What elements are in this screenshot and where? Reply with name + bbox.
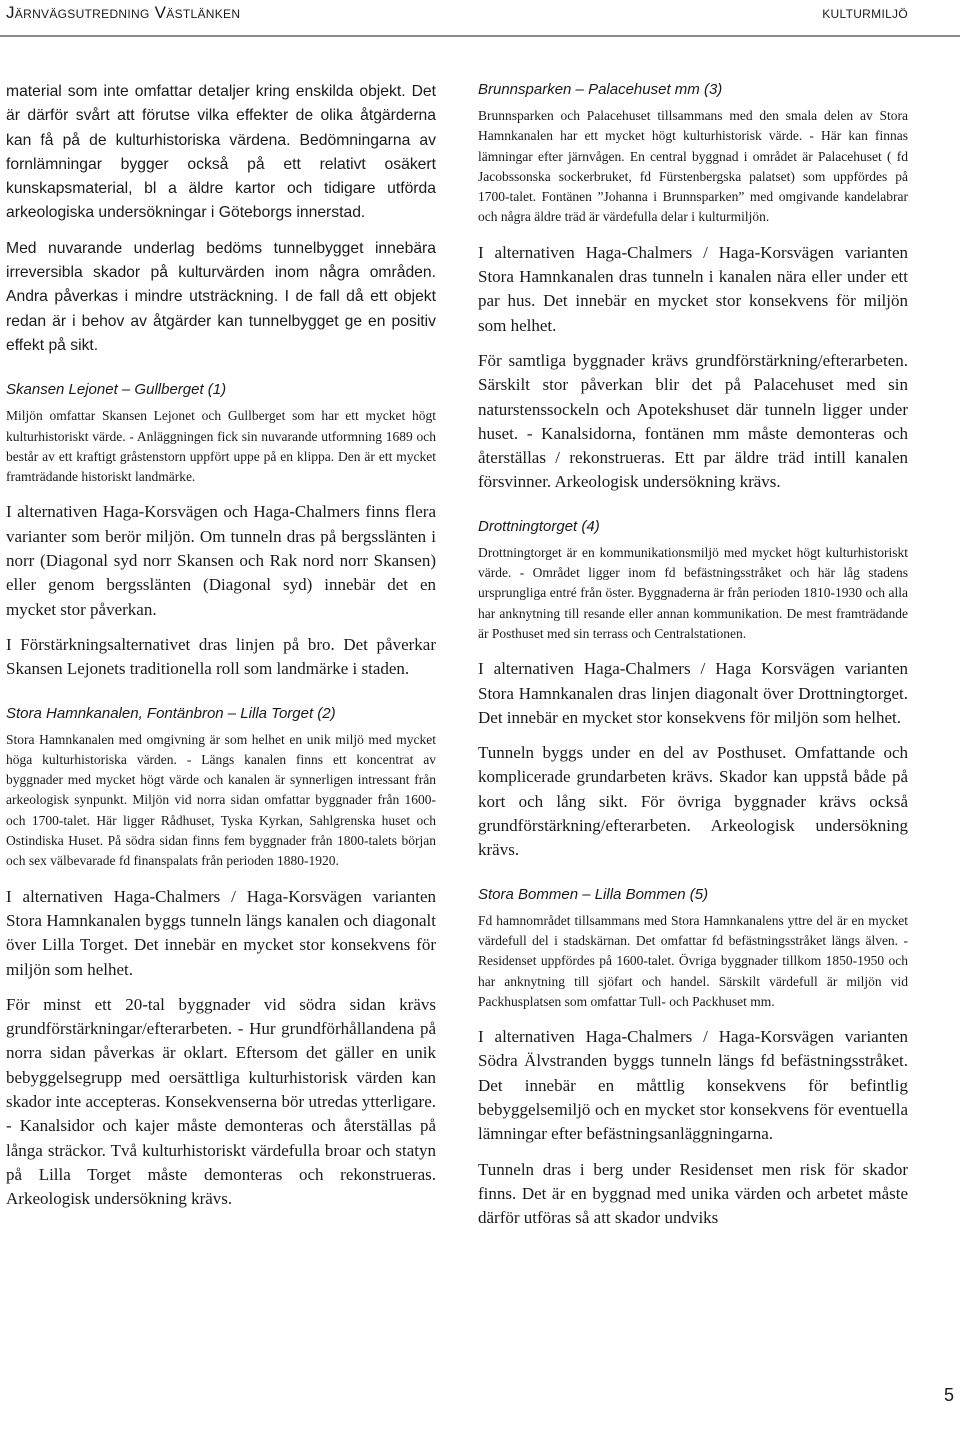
page-header (0, 0, 960, 40)
section-heading-skansen: Skansen Lejonet – Gullberget (1) (6, 381, 227, 399)
intro-paragraph: material som inte omfattar detaljer kring enskilda objekt. Det är därför svårt att förutse vilka effekter de olika åtgärderna kan få på de kulturhistoriska värdena. Bedömningarna av fornlämningar bygger också på ett relativt osäkert kunskapsmaterial, bl a äldre kartor och tidigare utförda arkeologiska undersökningar i Göteborgs innerstad. (6, 83, 436, 222)
stora-bommen-impact-paragraph: I alternativen Haga-Chalmers / Haga-Korsvägen varianten Södra Älvstranden byggs tunneln längs fd befästningsstråket. Det innebär en måttlig konsekvens för befintlig bebyggelsemiljö och en mycket stor konsekvens för eventuella lämningar efter befästningsanläggningarna. (478, 1027, 908, 1144)
skansen-impact-paragraph: I alternativen Haga-Korsvägen och Haga-Chalmers finns flera varianter som berör miljön. Om tunneln dras på bergsslänten i norr (Diagonal syd norr Skansen och Rak nord norr Skansen) eller genom bergsslänten (Diagonal syd) innebär det en mycket stor påverkan. (6, 502, 436, 619)
assessment-paragraph: Med nuvarande underlag bedöms tunnelbygget innebära irreversibla skador på kulturvärden inom några områden. Andra påverkas i mindre utsträckning. I de fall då ett objekt redan är i behov av åtgärder kan tunnelbygget ge en positiv effekt på sikt. (6, 239, 436, 354)
brunnsparken-impact-paragraph: I alternativen Haga-Chalmers / Haga-Korsvägen varianten Stora Hamnkanalen dras tunneln i kanalen nära eller under ett par hus. Det innebär en mycket stor konsekvens för miljön som helhet. (478, 242, 908, 335)
stora-bommen-residenset-paragraph: Tunneln dras i berg under Residenset men risk för skador finns. Det är en byggnad med unika värden och arbetet måste därför utföras så att skador undviks (478, 1159, 908, 1228)
page-number: 5 (943, 1385, 954, 1405)
drottningtorget-description: Drottningtorget är en kommunikationsmiljö med mycket högt kulturhistoriskt värde. - Området ligger inom fd befästningsstråket och här låg stadens ursprungliga entré från öster. Byggnaderna är från perioden 1810-1930 och alla har anknytning till resande eller annan kommunikation. De mest framträdande är Posthuset med sin terrass och Centralstationen. (478, 544, 908, 641)
left-column (6, 80, 436, 1222)
stora-hamnkanalen-description: Stora Hamnkanalen med omgivning är som helhet en unik miljö med mycket höga kulturhistoriska värden. - Längs kanalen finns ett koncentrat av byggnader med mycket högt värde och kanalen är synnerligen intressant från arkeologisk synpunkt. Miljön vid norra sidan omfattar byggnader från 1600- och 1700-talet. Här ligger Rådhuset, Tyska Kyrkan, Sahlgrenska huset och Ostindiska Huset. På södra sidan finns fem byggnader från 1800-talets början och sex välbevarade fd finanspalats från perioden 1880-1920. (6, 731, 436, 869)
right-column (478, 80, 908, 1241)
brunnsparken-description: Brunnsparken och Palacehuset tillsammans med den smala delen av Stora Hamnkanalen har ett mycket högt kulturhistorisk värde. - Här kan finnas lämningar efter järnvågen. En central byggnad i området är Palacehuset ( fd Jacobssonska sockerbruket, fd Fürstenbergska palatset) som uppfördes på 1700-talet. Fontänen ”Johanna i Brunnsparken” med omgivande kandelabrar och några äldre träd är värdefulla delar i kulturmiljön. (478, 108, 908, 225)
report-title: Järnvägsutredning Västlänken (6, 3, 241, 22)
section-heading-drottningtorget: Drottningtorget (4) (478, 517, 600, 535)
stora-bommen-description: Fd hamnområdet tillsammans med Stora Hamnkanalens yttre del är en mycket värdefull del i stadskärnan. Det omfattar fd befästningsstråket längs älven. - Residenset uppfördes på 1600-talet. Övriga byggnader tillkom 1850-1950 och har anknytning till sjöfart och handel. Särskilt värdefull är miljön vid Packhusplatsen som omfattar Tull- och Packhuset mm. (478, 912, 908, 1009)
section-heading-brunnsparken: Brunnsparken – Palacehuset mm (3) (478, 81, 723, 98)
stora-hamnkanalen-measures-paragraph: För minst ett 20-tal byggnader vid södra sidan krävs grundförstärkningar/efterarbeten. - Hur grundförhållandena på norra sidan påverkas är oklart. Eftersom det gäller en unik bebyggelsegrupp med oersättliga kulturhistorisk värden kan skador inte accepteras. Konsekvenserna bör utredas ytterligare. - Kanalsidor och kajer måste demonteras och återställas på långa sträckor. Två kulturhistoriskt värdefulla broar och statyn på Lilla Torget måste demonteras och rekonstrueras. Arkeologisk undersökning krävs. (6, 994, 436, 1209)
section-heading-stora-hamnkanalen: Stora Hamnkanalen, Fontänbron – Lilla Torget (2) (6, 704, 336, 722)
skansen-reinforcement-paragraph: I Förstärkningsalternativet dras linjen på bro. Det påverkar Skansen Lejonets traditionella roll som landmärke i staden. (6, 634, 436, 679)
drottningtorget-impact-paragraph: I alternativen Haga-Chalmers / Haga Korsvägen varianten Stora Hamnkanalen dras linjen diagonalt över Drottningtorget. Det innebär en mycket stor konsekvens för miljön som helhet. (478, 659, 908, 727)
skansen-description: Miljön omfattar Skansen Lejonet och Gullberget som har ett mycket högt kulturhistoriskt värde. - Anläggningen fick sin nuvarande utformning 1689 och består av ett kraftigt gråstenstorn uppfört uppe på en klippa. Den är ett mycket framträdande historiskt landmärke. (6, 408, 436, 485)
section-heading-stora-bommen: Stora Bommen – Lilla Bommen (5) (478, 885, 709, 903)
stora-hamnkanalen-impact-paragraph: I alternativen Haga-Chalmers / Haga-Korsvägen varianten Stora Hamnkanalen byggs tunneln längs kanalen och diagonalt över Lilla Torget. Det innebär en mycket stor konsekvens för miljön som helhet. (6, 886, 436, 979)
section-title: kulturmiljö (822, 3, 908, 22)
header-rule (0, 35, 960, 37)
brunnsparken-measures-paragraph: För samtliga byggnader krävs grundförstärkning/efterarbeten. Särskilt stor påverkan blir det på Palacehuset med sin naturstenssockeln och Apotekshuset där tunneln ligger under huset. - Kanalsidorna, fontänen mm måste demonteras och återställas / rekonstrueras. Ett par äldre träd intill kanalen försvinner. Arkeologisk undersökning krävs. (478, 350, 908, 492)
drottningtorget-measures-paragraph: Tunneln byggs under en del av Posthuset. Omfattande och komplicerade grundarbeten krävs. Skador kan uppstå både på kort och lång sikt. För övriga byggnader krävs också grundförstärkning/efterarbeten. Arkeologisk undersökning krävs. (478, 743, 908, 860)
